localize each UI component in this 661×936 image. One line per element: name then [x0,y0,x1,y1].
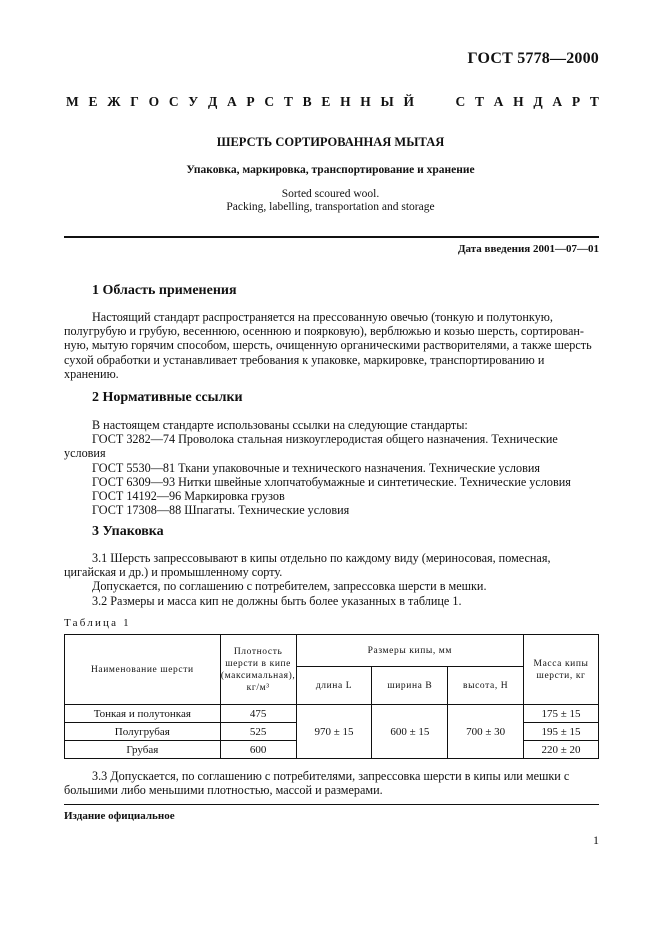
banner-letter: Н [513,94,524,109]
document-title: ШЕРСТЬ СОРТИРОВАННАЯ МЫТАЯ [216,135,445,149]
header-length: длина L [296,667,372,705]
text-line: 3.2 Размеры и масса кип не должны быть более указанных в таблице 1. [92,593,462,608]
cell-density: 475 [220,705,296,723]
header-mass [524,635,599,705]
text-line: ГОСТ 6309—93 Нитки швейные хлопчатобумажные и синтетические. Технические условия [92,474,571,489]
banner-letter: Р [246,94,255,109]
banner-letter: А [493,94,504,109]
banner-letter: Е [88,94,98,109]
header-height: высота, H [448,667,524,705]
text-line: цигайская и др.) и промышленному сорту. [64,565,283,580]
text-line: ГОСТ 5530—81 Ткани упаковочные и технического назначения. Технические условия [92,460,540,475]
title-divider [64,236,599,238]
text-line: Настоящий стандарт распространяется на прессованную овечью (тонкую и полутонкую, [92,310,553,324]
banner-letter: О [148,94,160,109]
document-subtitle: Упаковка, маркировка, транспортирование и хранение [186,164,475,176]
banner-letter: Ы [380,94,394,109]
table-1 [64,634,599,759]
text-line: Допускается, по соглашению с потребителем, запрессовка шерсти в мешки. [92,579,487,594]
header-density-line: кг/м³ [246,682,270,693]
section-2-heading: 2 Нормативные ссылки [92,390,243,405]
cell-name: Полугрубая [65,723,221,741]
banner-letter: А [552,94,563,109]
banner-letter: Г [130,94,139,109]
header-mass-line: шерсти, кг [536,670,586,681]
table-caption: Таблица 1 [64,617,131,629]
text-line: ГОСТ 14192—96 Маркировка грузов [92,489,285,504]
banner-gap [424,94,446,110]
footer-divider [64,804,599,805]
banner-letter: Д [533,94,543,109]
cell-mass: 220 ± 20 [524,741,599,759]
header-density-line: (максимальная), [220,670,296,681]
section-1-text [64,310,599,381]
header-mass-line: Масса кипы [533,658,589,669]
cell-name: Грубая [65,741,221,759]
banner-letter: Ж [107,94,121,109]
section-3-text [64,551,599,608]
text-line: 3.1 Шерсть запрессовывают в кипы отдельно по каждому виду (мериносовая, помесная, [92,551,551,565]
header-density [220,635,296,705]
section-3-heading: 3 Упаковка [92,524,164,539]
banner-letter: В [302,94,312,109]
header-width: ширина B [372,667,448,705]
header-density-line: шерсти в кипе [225,658,292,669]
section-2-text [64,418,599,517]
cell-mass: 175 ± 15 [524,705,599,723]
banner-letter: Н [340,94,351,109]
banner-letter: Р [571,94,581,109]
banner-letter: Т [474,94,484,109]
header-name: Наименование шерсти [65,635,221,705]
standard-banner [66,94,599,110]
banner-letter: С [264,94,275,109]
official-edition-label: Издание официальное [64,810,175,822]
text-line: хранению. [64,366,119,381]
banner-letter: Т [283,94,293,109]
banner-letter: Д [207,94,218,109]
page-number: 1 [593,833,599,847]
cell-length: 970 ± 15 [296,705,372,759]
text-line: сухой обработки и устанавливает требования к упаковке, маркировке, транспортированию и [64,352,545,367]
cell-density: 600 [220,741,296,759]
section-1-heading: 1 Область применения [92,283,237,298]
text-line: большими либо меньшими плотностью, массой и размерами. [64,783,383,798]
header-sizes: Размеры кипы, мм [296,635,523,667]
banner-letter: Н [360,94,371,109]
text-line: ГОСТ 17308—88 Шпагаты. Технические условия [92,503,350,518]
banner-letter: Е [321,94,331,109]
text-line: ГОСТ 3282—74 Проволока стальная низкоуглеродистая общего назначения. Технические [92,432,558,447]
text-line: ную, мытую горячим способом, шерсть, очищенную органическими растворителями, а также шерсть [64,338,592,353]
clause-3-3 [64,769,599,797]
cell-density: 525 [220,723,296,741]
text-line: 3.3 Допускается, по соглашению с потребителями, запрессовка шерсти в кипы или мешки с [92,769,570,783]
english-title-line1: Sorted scoured wool. [281,188,380,200]
introduction-date: Дата введения 2001—07—01 [457,243,599,255]
text-line: условия [64,446,106,461]
table-row [65,705,599,723]
english-title-line2: Packing, labelling, transportation and storage [226,201,435,213]
cell-width: 600 ± 15 [372,705,448,759]
banner-letter: С [455,94,466,109]
banner-letter: А [226,94,237,109]
cell-height: 700 ± 30 [448,705,524,759]
banner-letter: М [66,94,79,109]
banner-letter: Т [589,94,599,109]
banner-letter: Й [403,94,415,109]
header-density-line: Плотность [233,646,283,657]
cell-mass: 195 ± 15 [524,723,599,741]
cell-name: Тонкая и полутонкая [65,705,221,723]
document-number: ГОСТ 5778—2000 [467,50,599,67]
banner-letter: У [188,94,199,109]
text-line: В настоящем стандарте использованы ссылки на следующие стандарты: [92,418,468,432]
banner-letter: С [168,94,179,109]
text-line: полугрубую и грубую, весеннюю, осеннюю и поярковую), верблюжью и козью шерсть, сортирован- [64,324,584,339]
